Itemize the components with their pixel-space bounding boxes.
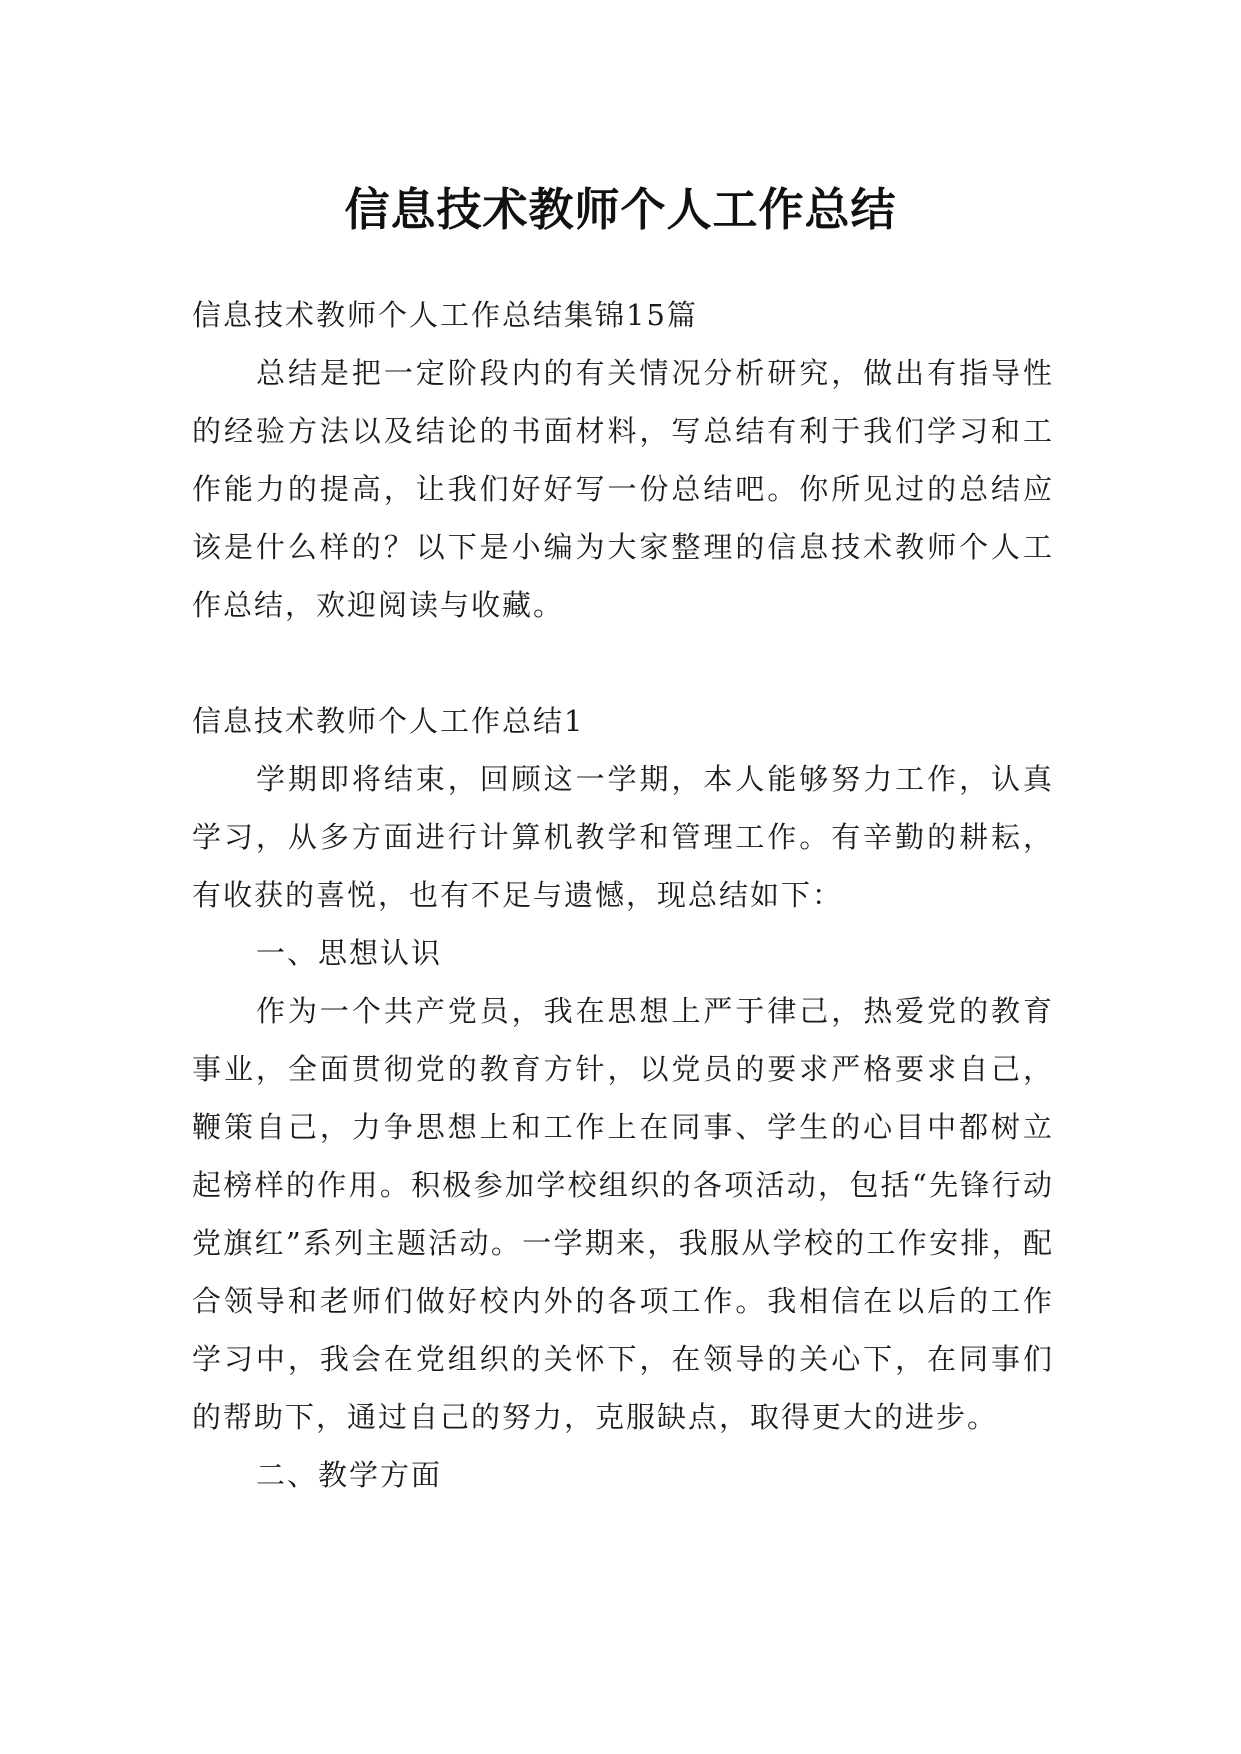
section-intro-paragraph: 学期即将结束，回顾这一学期，本人能够努力工作，认真学习，从多方面进行计算机教学和管理工作。有辛勤的耕耘，有收获的喜悦，也有不足与遗憾，现总结如下：: [192, 762, 1054, 912]
document-title: 信息技术教师个人工作总结: [344, 183, 897, 237]
section-heading: 信息技术教师个人工作总结1: [192, 704, 585, 738]
document-body: [192, 286, 1054, 1504]
document-subtitle: 信息技术教师个人工作总结集锦15篇: [192, 298, 698, 332]
thought-paragraph: 作为一个共产党员，我在思想上严于律己，热爱党的教育事业，全面贯彻党的教育方针，以党员的要求严格要求自己，鞭策自己，力争思想上和工作上在同事、学生的心目中都树立起榜样的作用。积极参加学校组织的各项活动，包括“先锋行动党旗红”系列主题活动。一学期来，我服从学校的工作安排，配合领导和老师们做好校内外的各项工作。我相信在以后的工作学习中，我会在党组织的关怀下，在领导的关心下，在同事们的帮助下，通过自己的努力，克服缺点，取得更大的进步。: [192, 994, 1054, 1434]
part-heading-teaching: 二、教学方面: [256, 1458, 443, 1492]
intro-paragraph: 总结是把一定阶段内的有关情况分析研究，做出有指导性的经验方法以及结论的书面材料，写总结有利于我们学习和工作能力的提高，让我们好好写一份总结吧。你所见过的总结应该是什么样的？以下是小编为大家整理的信息技术教师个人工作总结，欢迎阅读与收藏。: [192, 356, 1054, 622]
part-heading-thought: 一、思想认识: [256, 936, 443, 970]
